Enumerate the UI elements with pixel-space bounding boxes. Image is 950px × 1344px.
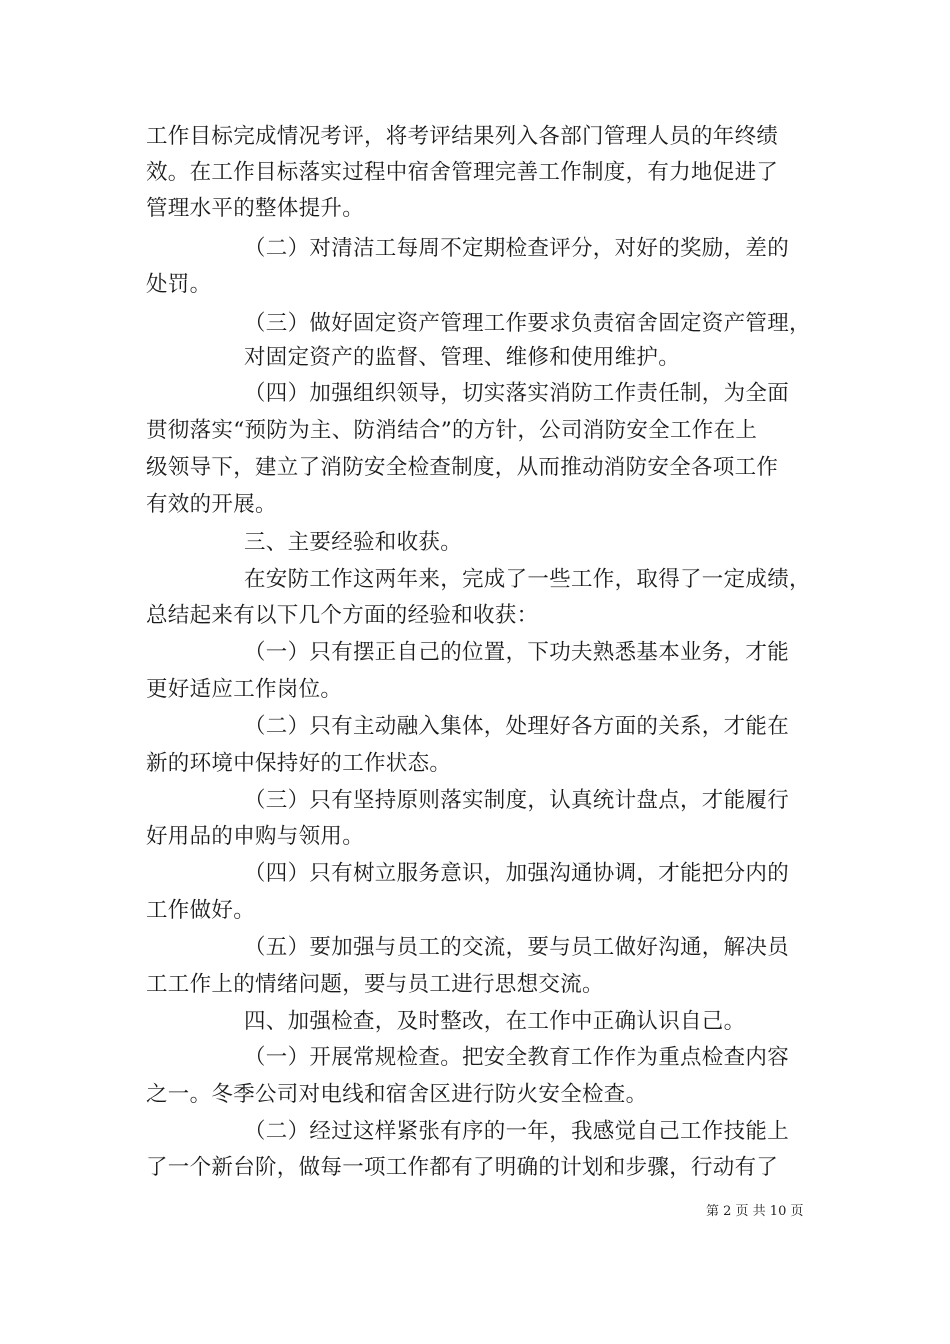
body-text-line: （三）做好固定资产管理工作要求负责宿舍固定资产管理，: [244, 311, 811, 336]
body-text-line: 级领导下，建立了消防安全检查制度，从而推动消防安全各项工作: [146, 455, 779, 480]
body-text-line: 总结起来有以下几个方面的经验和收获：: [146, 603, 539, 628]
body-text-line: 好用品的申购与领用。: [146, 824, 365, 849]
body-text-line: 之一。冬季公司对电线和宿舍区进行防火安全检查。: [146, 1082, 648, 1107]
body-text-line: 更好适应工作岗位。: [146, 677, 343, 702]
body-text-line: （二）只有主动融入集体，处理好各方面的关系，才能在: [244, 714, 790, 739]
body-text-line: （五）要加强与员工的交流，要与员工做好沟通，解决员: [244, 935, 790, 960]
body-text-line: 贯彻落实“预防为主、防消结合”的方针，公司消防安全工作在上: [146, 418, 758, 443]
body-text-line: 了一个新台阶，做每一项工作都有了明确的计划和步骤，行动有了: [146, 1155, 779, 1180]
page-number-footer: 第 2 页 共 10 页: [706, 1204, 804, 1219]
body-text-line: 管理水平的整体提升。: [146, 196, 365, 221]
body-text-line: （二）对清洁工每周不定期检查评分，对好的奖励，差的: [244, 236, 790, 261]
body-text-line: （三）只有坚持原则落实制度，认真统计盘点，才能履行: [244, 788, 790, 813]
body-text-line: 有效的开展。: [146, 492, 277, 517]
body-text-line: 效。在工作目标落实过程中宿舍管理完善工作制度，有力地促进了: [146, 160, 779, 185]
body-text-line: 工作做好。: [146, 898, 256, 923]
body-text-line: 处罚。: [146, 272, 212, 297]
body-text-line: （二）经过这样紧张有序的一年，我感觉自己工作技能上: [244, 1119, 790, 1144]
body-text-line: 在安防工作这两年来，完成了一些工作，取得了一定成绩，: [244, 567, 811, 592]
section-heading: 三、主要经验和收获。: [244, 530, 463, 555]
body-text-line: 对固定资产的监督、管理、维修和使用维护。: [244, 345, 681, 370]
section-heading: 四、加强检查，及时整改，在工作中正确认识自己。: [244, 1009, 746, 1034]
body-text-line: 工工作上的情绪问题，要与员工进行思想交流。: [146, 972, 604, 997]
body-text-line: （四）加强组织领导，切实落实消防工作责任制，为全面: [244, 381, 790, 406]
body-text-line: 工作目标完成情况考评，将考评结果列入各部门管理人员的年终绩: [146, 124, 779, 149]
body-text-line: （一）开展常规检查。把安全教育工作作为重点检查内容: [244, 1045, 790, 1070]
body-text-line: （一）只有摆正自己的位置，下功夫熟悉基本业务，才能: [244, 640, 790, 665]
body-text-line: （四）只有树立服务意识，加强沟通协调，才能把分内的: [244, 861, 790, 886]
body-text-line: 新的环境中保持好的工作状态。: [146, 751, 452, 776]
